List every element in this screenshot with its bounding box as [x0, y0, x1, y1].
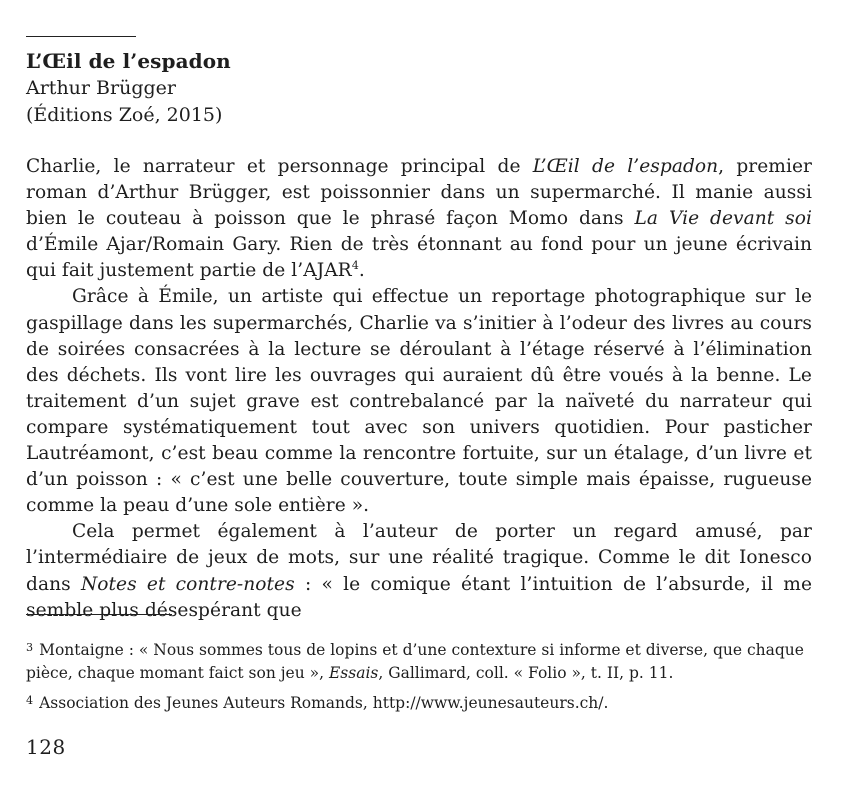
p1-text-3: d’Émile Ajar/Romain Gary. Rien de très étonnant au fond pour un jeune écrivain qui fait justement partie de l’AJAR — [26, 234, 812, 282]
p1-text-2: , premier roman d’Arthur Brügger, est poissonnier dans un supermarché. Il manie aussi bien le couteau à poisson que le phrasé façon Momo dans — [26, 156, 812, 230]
footnote-3-text-1: Montaigne : « Nous sommes tous de lopins et d’une contexture si informe et diverse, que chaque pièce, chaque momant faict son jeu », — [26, 640, 804, 683]
paragraph-2: Grâce à Émile, un artiste qui effectue un reportage photographique sur le gaspillage dans les supermarchés, Charlie va s’initier à l’odeur des livres au cours de soirées consacrées à la lecture se déroulant à l’étage réservé à l’élimination des déchets. Ils vont lire les ouvrages qui auraient dû être voués à la benne. Le traitement d’un sujet grave est contrebalancé par la naïveté du narrateur qui compare systématiquement tout avec son univers quotidien. Pour pasticher Lautréamont, c’est beau comme la rencontre fortuite, sur un étalage, d’un livre et d’un poisson : « c’est une belle couverture, toute simple mais épaisse, rugueuse comme la peau d’une sole entière ». — [26, 286, 812, 517]
footnote-4 — [26, 689, 812, 715]
review-book-author: Arthur Brügger — [26, 77, 176, 99]
p3-italic-title: Notes et contre-notes — [80, 573, 295, 595]
p1-italic-title-2: La Vie devant soi — [634, 208, 812, 230]
p1-text-4: . — [358, 260, 365, 282]
footnote-4-mark: 4 — [26, 693, 34, 707]
footnote-divider — [26, 614, 172, 615]
p1-italic-title-1: L’Œil de l’espadon — [532, 156, 719, 177]
page-number: 128 — [26, 735, 66, 759]
paragraph-3 — [26, 519, 812, 623]
footnote-3 — [26, 636, 812, 686]
review-body — [26, 154, 812, 624]
paragraph-1 — [26, 154, 812, 284]
footnote-3-mark: 3 — [26, 641, 34, 654]
p3-text-1: Cela permet également à l’auteur de porter un regard amusé, par l’intermédiaire de jeux de mots, sur une réalité tragique. Comme le dit Ionesco dans — [26, 521, 812, 595]
footnote-4-text: Association des Jeunes Auteurs Romands, http://www.jeunesauteurs.ch/. — [39, 693, 609, 712]
top-divider — [26, 36, 136, 37]
footnote-3-text-2: , Gallimard, coll. « Folio », t. II, p. 11. — [378, 664, 674, 683]
book-page — [26, 0, 812, 799]
footnote-ref-4: 4 — [351, 259, 359, 273]
review-book-publisher: (Éditions Zoé, 2015) — [26, 104, 223, 126]
review-book-title: L’Œil de l’espadon — [26, 49, 231, 73]
p1-text-1: Charlie, le narrateur et personnage principal de — [26, 156, 533, 177]
footnote-3-italic: Essais — [328, 664, 379, 683]
footnotes — [26, 636, 812, 718]
p3-text-2: : « le comique étant l’intuition de l’absurde, il me semble plus désespérant que — [26, 573, 813, 621]
